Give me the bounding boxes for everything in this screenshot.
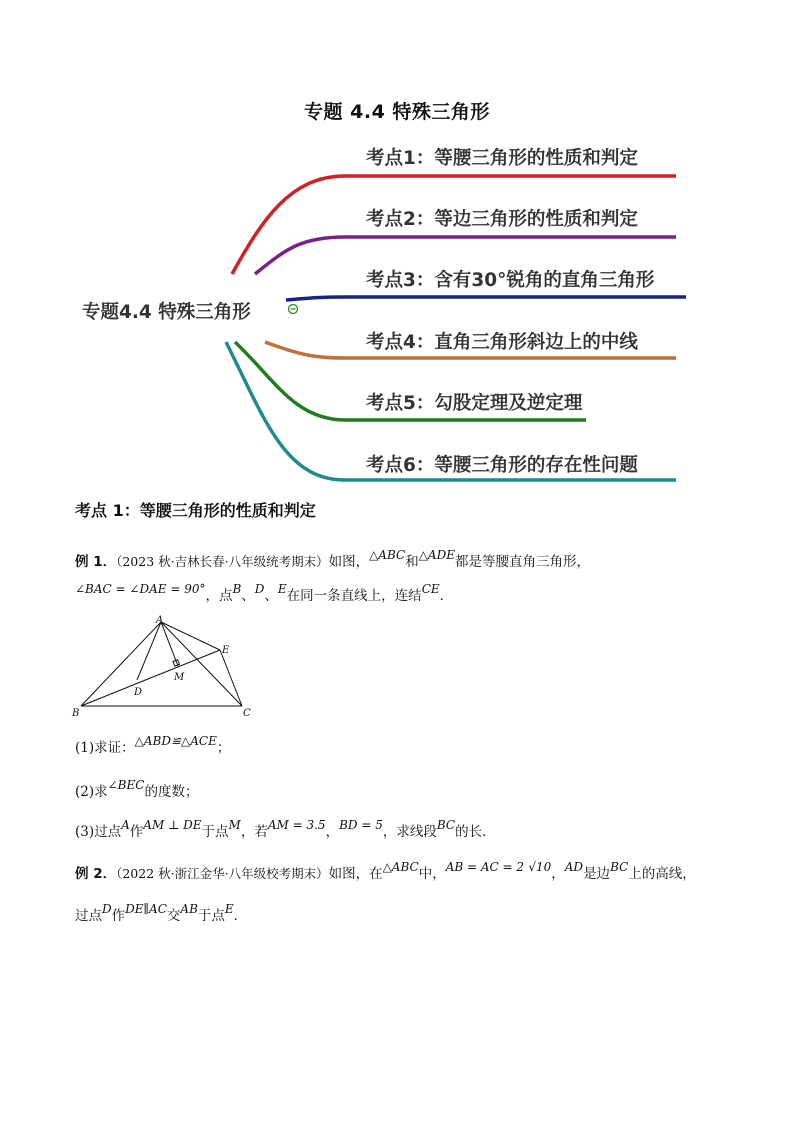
ex2-math: AD	[564, 860, 584, 874]
ex1-math: ∠BEC	[107, 778, 145, 792]
ex1-text: 、	[264, 588, 278, 604]
fig-label-C: C	[243, 708, 251, 719]
ex1-math: BC	[436, 818, 456, 832]
ex1-text: 于点	[201, 824, 229, 840]
ex2-text: 交	[166, 908, 181, 924]
ex1-text: 、	[241, 588, 255, 604]
ex2-math: E	[224, 902, 234, 916]
ex2-math: √10	[528, 860, 552, 874]
ex2-text: 作	[111, 908, 126, 924]
ex1-math: △ABD≌△ACE	[134, 734, 217, 748]
ex1-text: (1)求证：	[75, 740, 135, 756]
ex2-math: BC	[610, 860, 629, 874]
ex1-question-2	[75, 778, 199, 802]
ex2-text: 于点	[197, 908, 225, 924]
ex1-line-2	[75, 582, 454, 606]
fig-label-E: E	[222, 645, 230, 656]
ex2-text: 上的高线，	[628, 866, 696, 882]
ex2-math: △ABC	[382, 860, 419, 874]
mindmap-branch-6: 考点6：等腰三角形的存在性问题	[366, 455, 638, 476]
ex1-math: D	[254, 582, 265, 596]
ex1-math: E	[277, 582, 287, 596]
mindmap-branch-3: 考点3：含有30°锐角的直角三角形	[366, 270, 655, 291]
ex1-text: 的长．	[455, 824, 496, 840]
ex2-text: 如图，在	[328, 866, 383, 882]
ex2-label: 例 2．	[75, 866, 117, 882]
ex2-line-2	[75, 902, 248, 926]
ex2-math: D	[102, 902, 112, 916]
ex1-math: M	[228, 818, 241, 832]
ex1-text: ，求线段	[382, 824, 437, 840]
ex1-question-1	[75, 734, 231, 758]
mindmap-root: 专题4.4 特殊三角形	[82, 302, 251, 323]
ex2-math: AB = AC = 2	[445, 860, 525, 874]
ex1-text: 和	[405, 554, 419, 570]
ex1-math: BD = 5	[339, 818, 383, 832]
ex2-text: 是边	[583, 866, 611, 882]
ex1-figure	[70, 612, 270, 720]
mindmap-branch-1: 考点1：等腰三角形的性质和判定	[366, 148, 638, 169]
ex1-math: CE	[421, 582, 440, 596]
ex1-math: AM ⊥ DE	[143, 818, 202, 832]
mindmap-branch-4: 考点4：直角三角形斜边上的中线	[366, 332, 638, 353]
branch-3-curve	[286, 297, 686, 300]
fig-label-D: D	[134, 687, 143, 698]
ex1-text: ；	[216, 740, 231, 756]
ex1-text: ，若	[240, 824, 268, 840]
mindmap-branch-2: 考点2：等边三角形的性质和判定	[366, 209, 638, 230]
ex2-text: 中，	[418, 866, 446, 882]
ex1-question-3	[75, 818, 496, 842]
ex1-math: AM = 3.5	[267, 818, 326, 832]
page-title: 专题 4.4 特殊三角形	[304, 101, 490, 123]
ex1-math: B	[232, 582, 242, 596]
ex2-math: DE∥AC	[125, 902, 167, 916]
fig-label-B: B	[72, 708, 80, 719]
ex1-text: 在同一条直线上，连结	[286, 588, 422, 604]
ex2-text: 过点	[75, 908, 102, 924]
ex1-text: 的度数；	[144, 784, 199, 800]
ex1-math: △ABC	[369, 548, 406, 562]
ex2-source: （2022 秋·浙江金华·八年级校考期末）	[116, 866, 329, 881]
ex2-math: AB	[180, 902, 198, 916]
ex2-text: ，	[551, 866, 565, 882]
ex1-source: （2023 秋·吉林长春·八年级统考期末）	[116, 554, 329, 569]
ex1-label: 例 1．	[75, 554, 117, 570]
ex1-text: ．	[439, 588, 454, 604]
ex1-text: 如图，	[328, 554, 370, 570]
ex1-math: A	[121, 818, 130, 832]
ex1-text: 都是等腰直角三角形，	[454, 554, 590, 570]
ex1-text: (2)求	[75, 784, 108, 800]
section-heading: 考点 1：等腰三角形的性质和判定	[75, 501, 316, 520]
ex1-line-1	[75, 548, 590, 572]
ex1-text: (3)过点	[75, 824, 122, 840]
mindmap-branch-5: 考点5：勾股定理及逆定理	[366, 393, 583, 414]
ex1-text: 作	[129, 824, 144, 840]
ex1-text: ，点	[205, 588, 233, 604]
ex2-text: ．	[233, 908, 248, 924]
ex2-line-1	[75, 860, 696, 884]
ex1-text: ，	[325, 824, 340, 840]
fig-label-M: M	[174, 672, 185, 683]
ex1-math: △ADE	[418, 548, 455, 562]
ex1-math: ∠BAC = ∠DAE = 90°	[75, 582, 206, 596]
fig-label-A: A	[156, 615, 164, 626]
mindmap-diagram	[0, 0, 794, 500]
